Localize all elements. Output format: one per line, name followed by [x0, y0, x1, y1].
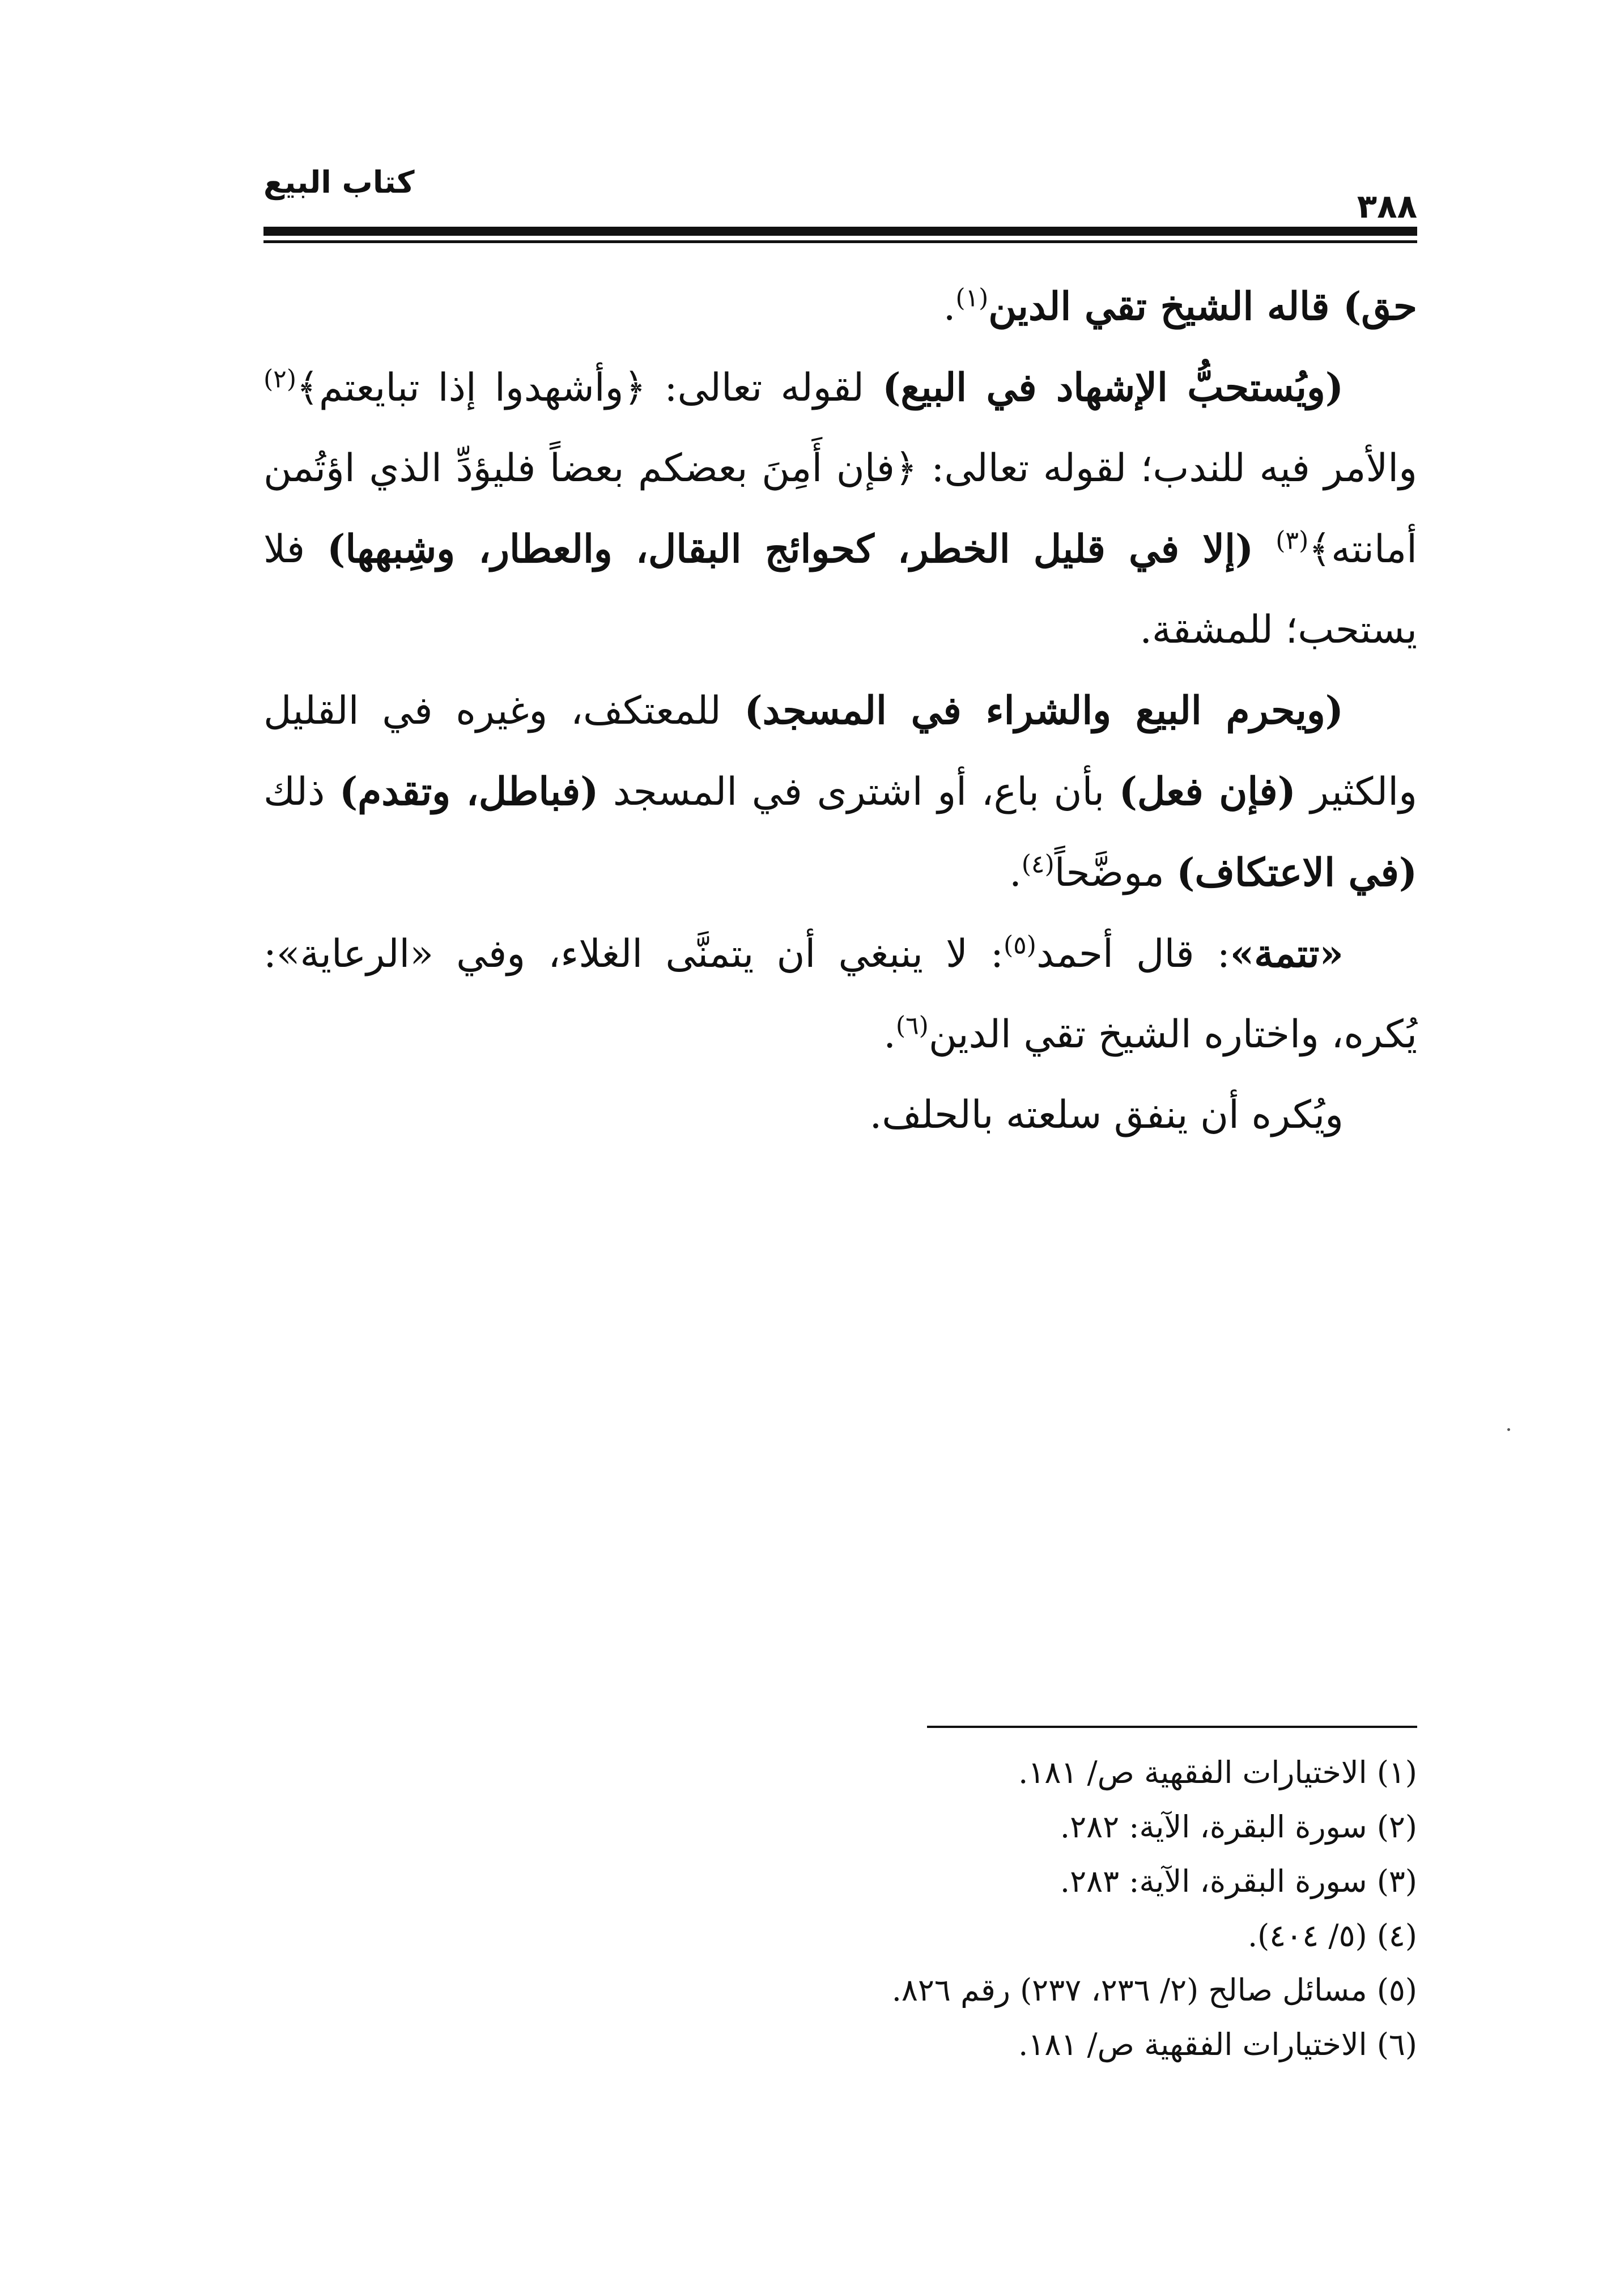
footnote-1: (١) الاختيارات الفقهية ص/ ١٨١. [1018, 1755, 1417, 1790]
scan-speck [1507, 1428, 1510, 1431]
text-segment: والأمر فيه للندب؛ لقوله تعالى: ﴿فإن أَمِنَ بعضكم بعضاً فليؤدِّ الذي اؤتُمن أمانته﴾ [263, 446, 1418, 572]
paragraph-5 [263, 1075, 1417, 1156]
text-segment: موضَّحاً [1054, 851, 1177, 895]
footnote-5: (٥) مسائل صالح (٢/ ٢٣٦، ٢٣٧) رقم ٨٢٦. [891, 1972, 1417, 2008]
text-segment: ويُكره أن ينفق سلعته بالحلف. [869, 1093, 1344, 1137]
bold-text: حق) قاله الشيخ تقي الدين [988, 284, 1417, 329]
paragraph-3 [263, 670, 1417, 914]
text-segment: . [943, 284, 956, 329]
page-number: ٣٨٨ [1357, 187, 1417, 226]
footnotes [263, 1746, 1417, 2072]
chapter-title: كتاب البيع [263, 164, 415, 200]
paragraph-4 [263, 914, 1417, 1075]
text-segment: بأن باع، أو اشترى في المسجد [598, 770, 1119, 814]
paragraph-1 [263, 266, 1417, 347]
footnote-mark: (١) [955, 283, 989, 313]
text-segment: للمعتكف، وغيره في القليل والكثير [263, 689, 1417, 814]
page-header [263, 153, 1417, 255]
text-segment: . [1009, 851, 1022, 895]
footnote-2: (٢) سورة البقرة، الآية: ٢٨٢. [1060, 1809, 1417, 1845]
footnote-separator [927, 1726, 1417, 1728]
bold-text: (ويحرم البيع والشراء في المسجد) [744, 688, 1344, 733]
footnote-mark: (٥) [1003, 931, 1036, 960]
footnote-3: (٣) سورة البقرة، الآية: ٢٨٣. [1060, 1863, 1417, 1899]
footnote-mark: (٣) [1276, 526, 1309, 555]
paragraph-2 [263, 347, 1417, 670]
text-segment: لقوله تعالى: ﴿وأشهدوا إذا تبايعتم﴾ [296, 366, 883, 410]
footnote-mark: (٦) [895, 1011, 929, 1041]
bold-text: «تتمة» [1230, 931, 1344, 976]
footnote-6: (٦) الاختيارات الفقهية ص/ ١٨١. [1018, 2027, 1417, 2062]
text-segment: . [883, 1012, 896, 1057]
header-rule-thick [263, 227, 1417, 236]
text-segment: فلا يستحب؛ للمشقة. [263, 527, 1417, 652]
footnote-mark: (٢) [263, 364, 296, 394]
bold-text: (إلا في قليل الخطر، كحوائج البقال، والعطار، وشِبهها) [327, 526, 1254, 572]
text-segment: : لا ينبغي أن يتمنَّى الغلاء، وفي «الرعاية»: يُكره، واختاره الشيخ تقي الدين [263, 932, 1417, 1057]
text-segment: : قال أحمد [1036, 932, 1230, 976]
bold-text: (فباطل، وتقدم) [339, 769, 599, 814]
header-rule-thin [263, 240, 1417, 243]
bold-text: (في الاعتكاف) [1176, 850, 1417, 895]
footnote-4: (٤) (٥/ ٤٠٤). [1247, 1918, 1417, 1954]
text-segment: ذلك [263, 770, 339, 814]
bold-text: (فإن فعل) [1119, 769, 1296, 814]
main-text [263, 266, 1417, 1156]
bold-text: (ويُستحبُّ الإشهاد في البيع) [882, 365, 1344, 410]
footnote-mark: (٤) [1021, 850, 1055, 879]
